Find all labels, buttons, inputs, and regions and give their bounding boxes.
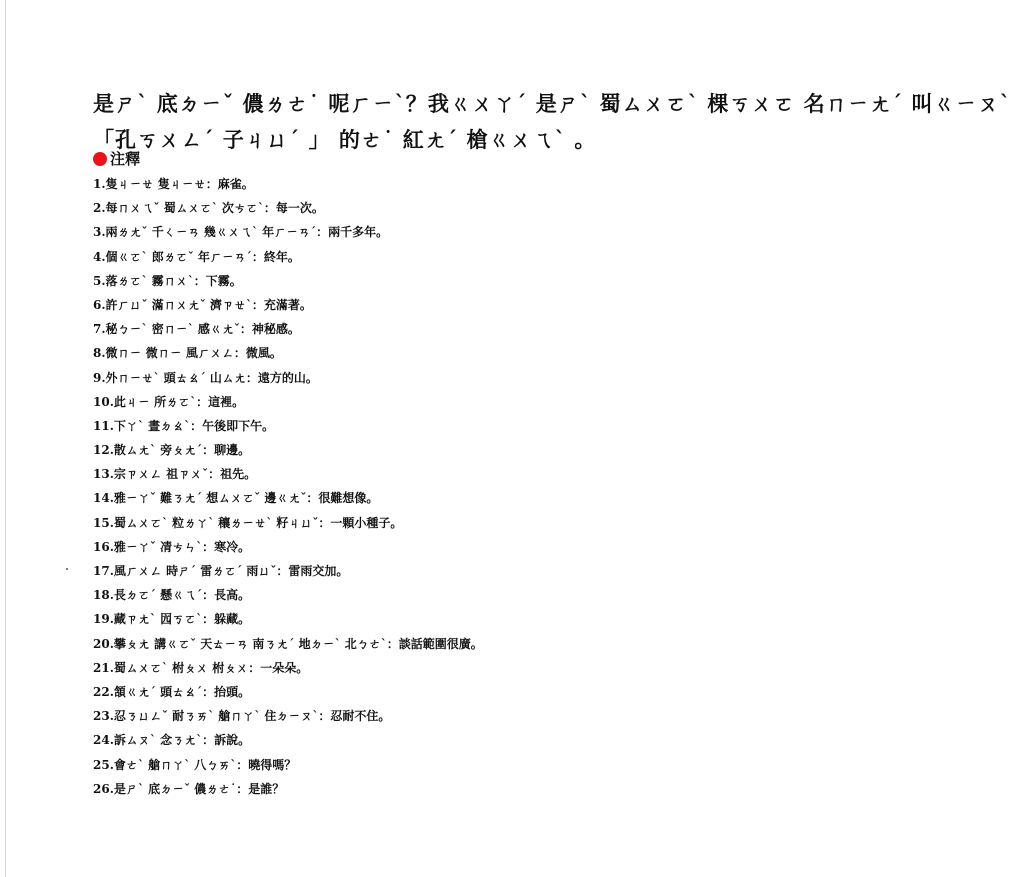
note-number: 16. xyxy=(93,539,114,554)
note-number: 8. xyxy=(93,346,106,361)
note-item xyxy=(93,196,483,220)
note-item xyxy=(93,220,483,244)
note-number: 15. xyxy=(93,515,114,530)
note-number: 10. xyxy=(93,394,114,409)
note-item xyxy=(93,632,483,656)
note-text: 落ㄌㄛˋ 霧ㄇㄨˋ：下霧。 xyxy=(105,273,242,288)
note-number: 3. xyxy=(93,225,106,240)
note-text: 雅ㄧㄚˇ 難ㄋㄤˊ 想ㄙㄨㄛˇ 邊ㄍㄤˇ：很難想像。 xyxy=(113,491,379,506)
note-text: 下ㄚˋ 晝ㄉㄠˋ：午後即下午。 xyxy=(113,418,275,433)
note-number: 2. xyxy=(93,201,106,216)
note-number: 5. xyxy=(93,273,106,288)
note-item xyxy=(93,245,483,269)
note-number: 26. xyxy=(93,781,114,796)
note-number: 14. xyxy=(93,491,114,506)
note-number: 24. xyxy=(93,733,114,748)
note-number: 7. xyxy=(93,322,106,337)
note-text: 會ㄜˋ 艙ㄇㄚˋ 八ㄅㄞˋ：曉得嗎？ xyxy=(113,757,297,772)
note-item xyxy=(93,511,483,535)
note-number: 1. xyxy=(93,177,106,191)
note-text: 是ㄕˋ 底ㄉㄧˇ 儂ㄌㄜ˙：是誰？ xyxy=(113,781,285,796)
note-text: 訴ㄙㄡˋ 念ㄋㄤˋ：訴說。 xyxy=(113,733,251,748)
note-number: 21. xyxy=(93,660,114,675)
note-number: 20. xyxy=(93,636,114,651)
note-item xyxy=(93,656,483,680)
note-item xyxy=(93,366,483,390)
note-text: 散ㄙㄤˋ 旁ㄆㄤˊ：聊邊。 xyxy=(113,443,251,458)
scan-edge-line xyxy=(5,0,6,877)
scan-speck xyxy=(66,568,68,570)
note-text: 攀ㄆㄤ 講ㄍㄛˇ 天ㄊㄧㄢ 南ㄋㄤˊ 地ㄉㄧˋ 北ㄅㄜˋ：談話範圍很廣。 xyxy=(113,636,483,651)
note-text: 蜀ㄙㄨㄛˋ 粒ㄌㄚˋ 穰ㄌㄧㄝˋ 籽ㄐㄩˇ：一顆小種子。 xyxy=(113,515,403,530)
note-number: 23. xyxy=(93,709,114,724)
note-text: 長ㄉㄛˊ 懸ㄍㄟˊ：長高。 xyxy=(113,588,251,603)
note-item xyxy=(93,414,483,438)
note-number: 11. xyxy=(93,418,114,433)
note-item xyxy=(93,462,483,486)
note-number: 6. xyxy=(93,297,106,312)
note-text: 藏ㄗㄤˋ 囥ㄎㄛˋ：躲藏。 xyxy=(113,612,251,627)
note-text: 頷ㄍㄤˊ 頭ㄊㄠˊ：抬頭。 xyxy=(113,684,251,699)
note-item xyxy=(93,704,483,728)
note-item xyxy=(93,728,483,752)
note-number: 4. xyxy=(93,249,106,264)
note-text: 每ㄇㄨㄟˇ 蜀ㄙㄨㄛˋ 次ㄘㄛˋ：每一次。 xyxy=(105,201,324,216)
title-line-1: 是ㄕˋ 底ㄉㄧˇ 儂ㄌㄜ˙ 呢ㄏㄧˋ？我ㄍㄨㄚˊ 是ㄕˋ 蜀ㄙㄨㄛˋ 棵ㄎㄨㄛ 名ㄇㄧㄤˊ 叫ㄍㄧㄡˋ xyxy=(93,91,1011,116)
note-item xyxy=(93,438,483,462)
note-item xyxy=(93,293,483,317)
note-text: 雅ㄧㄚˇ 凊ㄘㄣˋ：寒冷。 xyxy=(113,539,251,554)
note-text: 許ㄏㄩˇ 滿ㄇㄨㄤˇ 濟ㄗㄝˋ：充滿著。 xyxy=(105,297,312,312)
note-item xyxy=(93,317,483,341)
note-item xyxy=(93,390,483,414)
note-item xyxy=(93,559,483,583)
note-item xyxy=(93,607,483,631)
note-number: 12. xyxy=(93,443,114,458)
title-line-2: 「孔ㄎㄨㄥˊ 子ㄐㄩˊ 」 的ㄜ˙ 紅ㄤˊ 槍ㄍㄨㄟˋ 。 xyxy=(93,127,597,152)
note-number: 18. xyxy=(93,588,114,603)
note-item xyxy=(93,777,483,801)
note-number: 25. xyxy=(93,757,114,772)
note-item xyxy=(93,535,483,559)
note-text: 微ㄇㄧ 微ㄇㄧ 風ㄏㄨㄥ：微風。 xyxy=(105,346,282,361)
note-item xyxy=(93,753,483,777)
note-text: 秘ㄅㄧˋ 密ㄇㄧˋ 感ㄍㄤˇ：神秘感。 xyxy=(105,322,300,337)
note-text: 兩ㄌㄤˇ 千ㄑㄧㄢ 幾ㄍㄨㄟˋ 年ㄏㄧㄢˊ：兩千多年。 xyxy=(105,225,389,240)
note-text: 風ㄏㄨㄥ 時ㄕˊ 雷ㄌㄛˊ 雨ㄩˇ：雷雨交加。 xyxy=(113,564,349,578)
note-text: 忍ㄋㄩㄥˇ 耐ㄋㄞˋ 艙ㄇㄚˋ 住ㄉㄧㄡˋ：忍耐不住。 xyxy=(113,709,391,724)
note-item xyxy=(93,486,483,510)
note-text: 蜀ㄙㄨㄛˋ 柎ㄆㄨ 柎ㄆㄨ：一朵朵。 xyxy=(113,660,309,675)
note-text: 此ㄐㄧ 所ㄌㄛˋ：這裡。 xyxy=(113,394,245,409)
note-item xyxy=(93,172,483,196)
notes-heading-label: 注釋 xyxy=(110,150,141,168)
notes-list xyxy=(93,172,483,801)
note-number: 17. xyxy=(93,564,114,578)
note-text: 宗ㄗㄨㄥ 祖ㄗㄨˇ：祖先。 xyxy=(113,467,257,482)
note-number: 22. xyxy=(93,684,114,699)
note-text: 外ㄇㄧㄝˋ 頭ㄊㄠˊ 山ㄙㄤ：遠方的山。 xyxy=(105,370,318,385)
note-item xyxy=(93,680,483,704)
note-text: 個ㄍㄛˋ 郎ㄌㄛˇ 年ㄏㄧㄢˊ：終年。 xyxy=(105,249,300,264)
note-text: 隻ㄐㄧㄝ 隻ㄐㄧㄝ：麻雀。 xyxy=(105,177,254,191)
note-number: 9. xyxy=(93,370,106,385)
note-number: 13. xyxy=(93,467,114,482)
note-item xyxy=(93,583,483,607)
note-item xyxy=(93,341,483,365)
note-item xyxy=(93,269,483,293)
note-number: 19. xyxy=(93,612,114,627)
red-bullet-icon xyxy=(93,152,107,166)
notes-heading xyxy=(93,148,140,169)
